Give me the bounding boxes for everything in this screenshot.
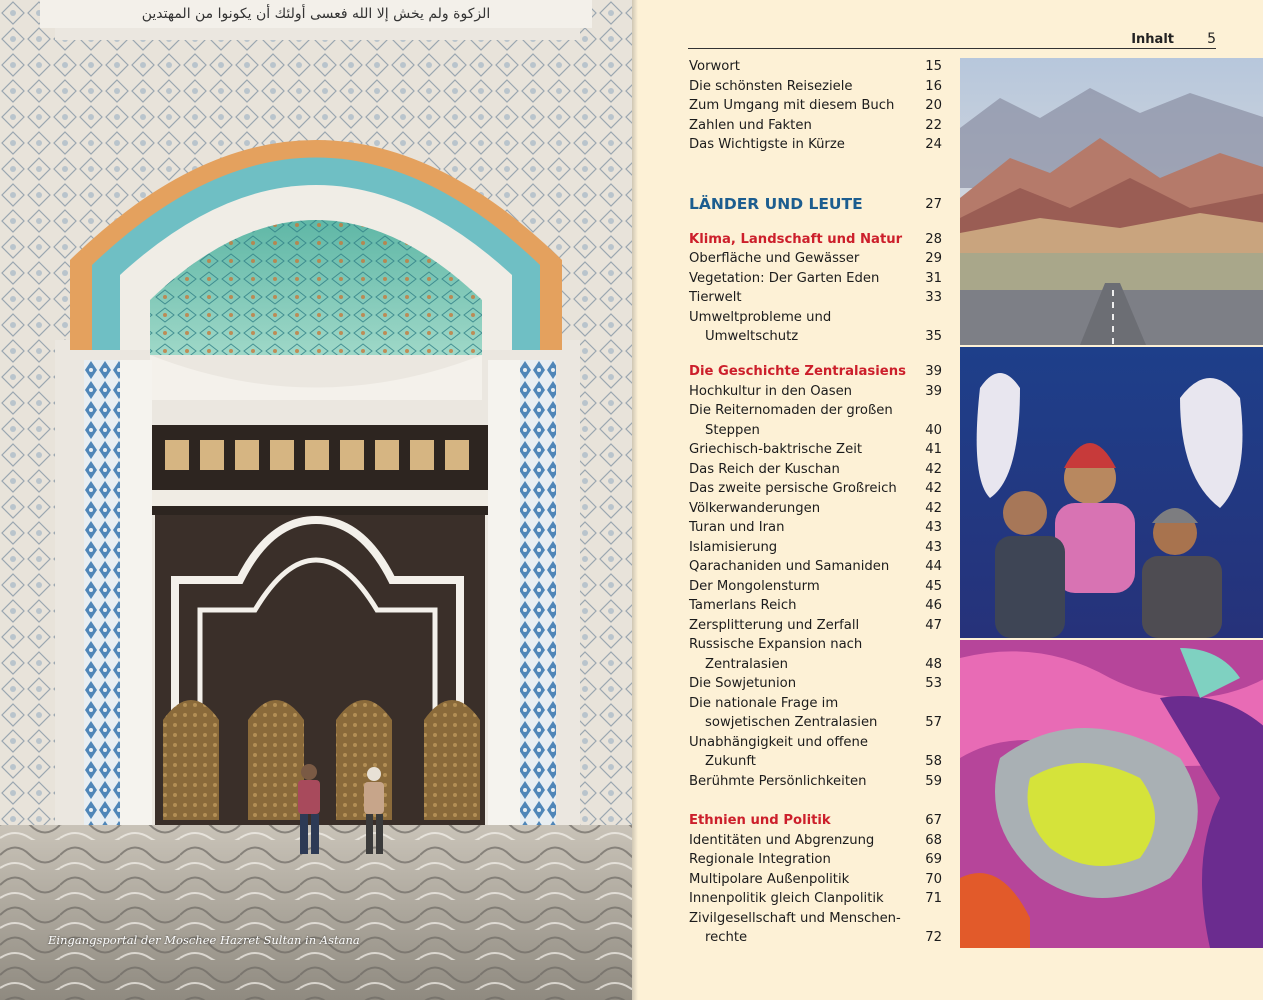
toc-entry[interactable]: Islamisierung 43 [689,539,942,555]
right-page [638,0,1263,1000]
toc-section-heading[interactable]: Klima, Landschaft und Natur 28 [689,231,942,247]
photo-strip [960,58,1263,948]
toc-entry[interactable]: Unabhängigkeit und offene [689,734,868,750]
toc-entry[interactable]: Die Reiternomaden der großen [689,403,893,418]
toc-entry-continued[interactable]: Umweltschutz 35 [705,329,942,344]
toc-entry[interactable]: Völkerwanderungen 42 [689,500,942,516]
toc-entry[interactable]: Griechisch-baktrische Zeit 41 [689,442,942,457]
toc-entry[interactable]: Die Sowjetunion 53 [689,676,942,691]
toc-section-heading[interactable]: Ethnien und Politik 67 [689,813,942,828]
header-section: Inhalt [1131,32,1174,47]
toc-entry[interactable]: Oberfläche und Gewässer 29 [689,251,942,266]
toc-entry[interactable]: Der Mongolensturm 45 [689,578,942,594]
toc-entry-continued[interactable]: Zentralasien 48 [705,656,942,672]
toc-entry-continued[interactable]: rechte 72 [705,930,942,945]
header-page-number: 5 [1207,31,1216,47]
toc-entry[interactable]: Russische Expansion nach [689,637,863,652]
toc-entry[interactable]: Vegetation: Der Garten Eden 31 [689,270,942,286]
toc-entry[interactable]: Identitäten und Abgrenzung 68 [689,832,942,848]
photo-caption: Eingangsportal der Moschee Hazret Sultan in Astana [48,933,360,947]
running-header [688,32,1216,49]
toc-entry[interactable]: Zum Umgang mit diesem Buch 20 [689,98,942,113]
toc-entry[interactable]: Berühmte Persönlichkeiten 59 [689,773,942,789]
toc-entry[interactable]: Das zweite persische Großreich 42 [689,481,942,496]
toc-entry[interactable]: Turan und Iran 43 [689,520,942,535]
toc-entry[interactable]: Qarachaniden und Samaniden 44 [689,559,942,574]
toc-entry[interactable]: Das Reich der Kuschan 42 [689,461,942,477]
toc-entry[interactable]: Umweltprobleme und [689,309,832,325]
toc-section-heading[interactable]: Die Geschichte Zentralasiens 39 [689,364,942,379]
toc-entry[interactable]: Tamerlans Reich 46 [689,598,942,613]
toc-entry[interactable]: Vorwort 15 [689,59,942,74]
toc-entry[interactable]: Zahlen und Fakten 22 [689,117,942,133]
felt-carpet-photo [960,640,1263,948]
toc-entry[interactable]: Das Wichtigste in Kürze 24 [689,137,942,152]
toc-entry[interactable]: Tierwelt 33 [689,290,942,305]
toc-intro-group [689,57,954,155]
table-of-contents [689,57,954,948]
toc-entry[interactable]: Die schönsten Reiseziele 16 [689,78,942,94]
toc-entry[interactable]: Innenpolitik gleich Clanpolitik 71 [689,891,942,906]
toc-part-heading[interactable]: LÄNDER UND LEUTE 27 [689,194,942,213]
toc-entry-continued[interactable]: sowjetischen Zentralasien 57 [705,715,942,730]
toc-entry[interactable]: Multipolare Außenpolitik 70 [689,871,942,887]
toc-entry[interactable]: Zivilgesellschaft und Menschen- [689,910,901,926]
family-portrait-photo [960,347,1263,638]
toc-entry[interactable]: Die nationale Frage im [689,695,839,711]
mountain-road-photo [960,58,1263,345]
toc-entry-continued[interactable]: Zukunft 58 [705,754,942,769]
toc-entry[interactable]: Hochkultur in den Oasen 39 [689,383,942,399]
toc-entry[interactable]: Regionale Integration 69 [689,852,942,867]
arabic-inscription: الزكوة ولم يخش إلا الله فعسى أولئك أن يكونوا من المهتدين [141,6,491,22]
toc-entry-continued[interactable]: Steppen 40 [705,422,942,438]
toc-entry[interactable]: Zersplitterung und Zerfall 47 [689,617,942,633]
